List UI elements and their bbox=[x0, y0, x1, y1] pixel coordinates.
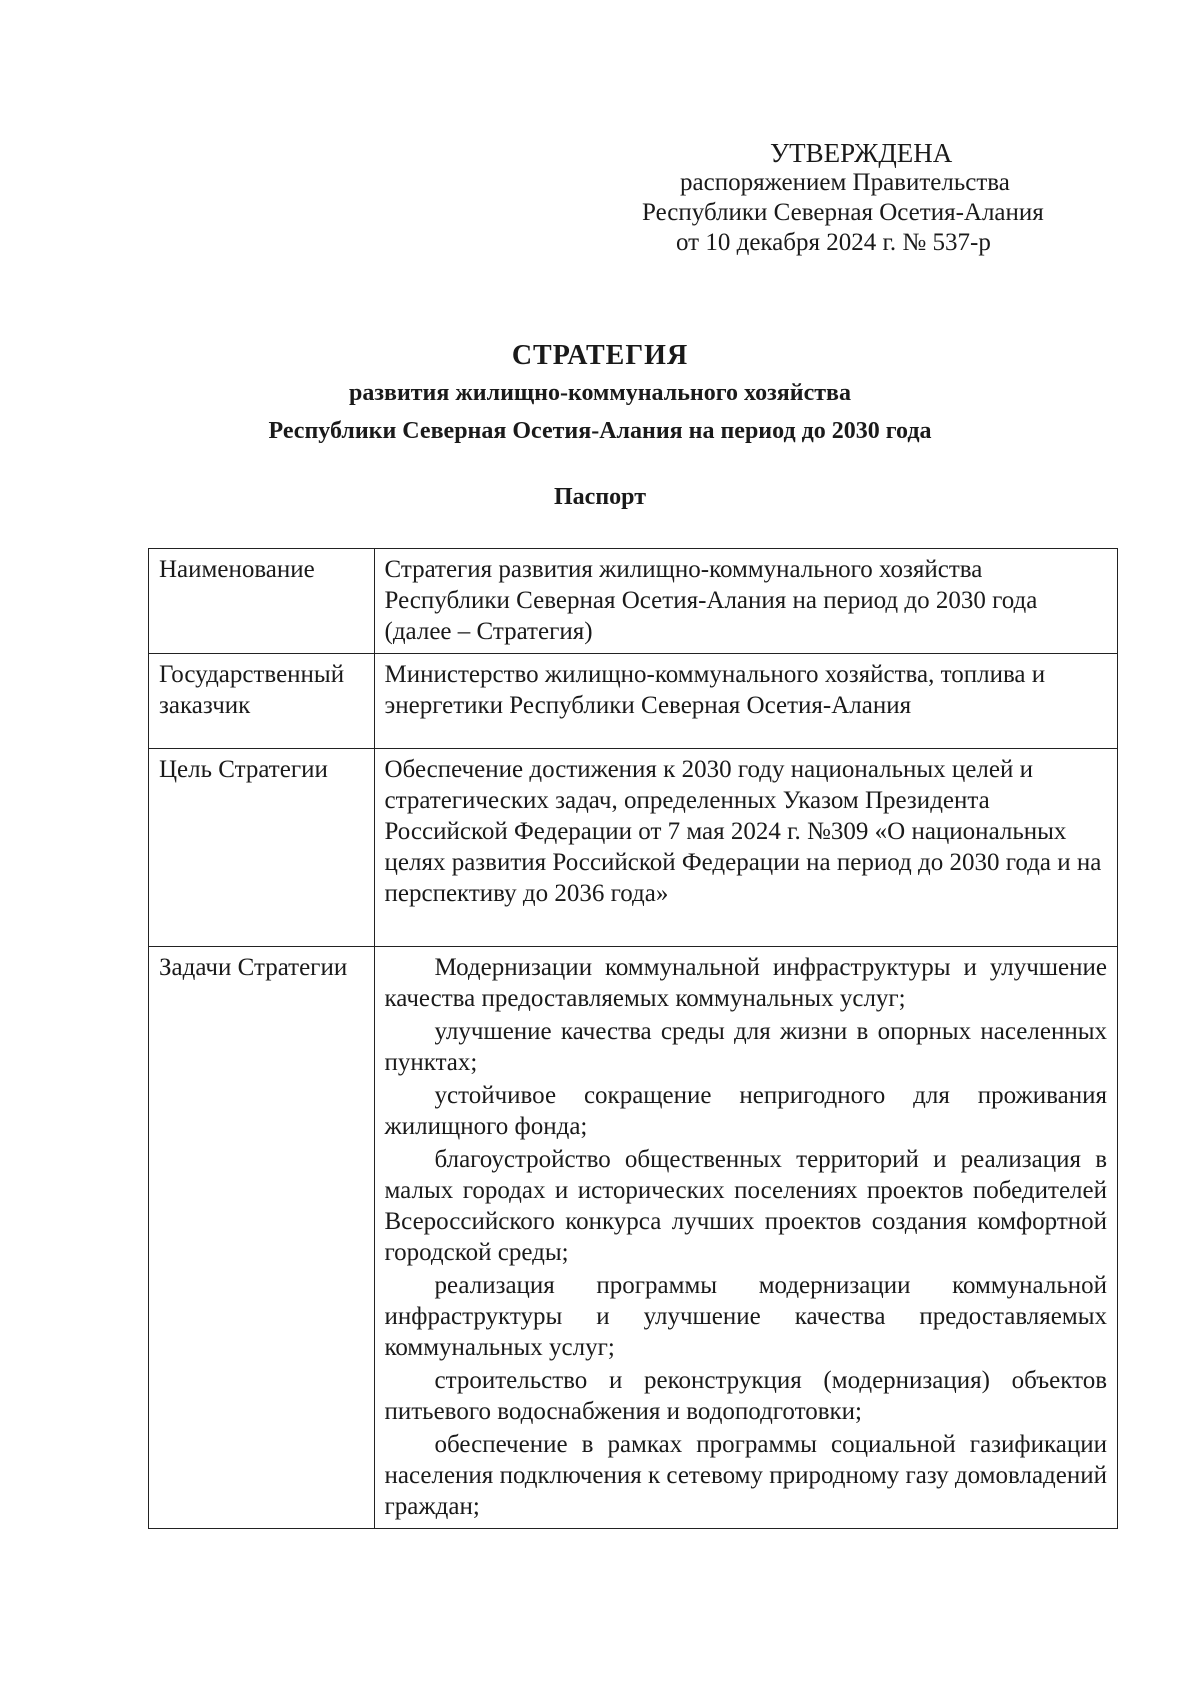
table-row bbox=[149, 749, 1118, 947]
table-row bbox=[149, 549, 1118, 654]
row-label: Цель Стратегии bbox=[149, 749, 375, 947]
tasks-list bbox=[374, 947, 1118, 1529]
document-title: СТРАТЕГИЯ bbox=[511, 340, 689, 371]
row-label: Наименование bbox=[149, 549, 375, 654]
approval-title: УТВЕРЖДЕНА bbox=[770, 138, 953, 168]
document-subtitle-line-1: развития жилищно-коммунального хозяйства bbox=[348, 380, 851, 406]
row-value: Стратегия развития жилищно-коммунального хозяйства Республики Северная Осетия-Алания на период до 2030 года (далее – Стратегия) bbox=[374, 549, 1118, 654]
passport-heading: Паспорт bbox=[554, 484, 646, 510]
task-item: обеспечение в рамках программы социальной газификации населения подключения к сетевому природному газу домовладений граждан; bbox=[384, 1431, 1107, 1520]
document-subtitle-line-2: Республики Северная Осетия-Алания на период до 2030 года bbox=[268, 418, 932, 444]
table-row bbox=[149, 654, 1118, 749]
task-item: улучшение качества среды для жизни в опорных населенных пунктах; bbox=[384, 1018, 1107, 1076]
row-value: Обеспечение достижения к 2030 году национальных целей и стратегических задач, определенных Указом Президента Российской Федерации от 7 мая 2024 г. №309 «О национальных целях развития Российской Федерации на период до 2030 года и на перспективу до 2036 года» bbox=[374, 749, 1118, 947]
row-value: Министерство жилищно-коммунального хозяйства, топлива и энергетики Республики Северная Осетия-Алания bbox=[374, 654, 1118, 749]
table-row bbox=[149, 947, 1118, 1529]
passport-table bbox=[148, 548, 1118, 1529]
approval-line-2: Республики Северная Осетия-Алания bbox=[642, 199, 1044, 226]
task-item: Модернизации коммунальной инфраструктуры и улучшение качества предоставляемых коммунальных услуг; bbox=[384, 954, 1107, 1012]
row-label: Задачи Стратегии bbox=[149, 947, 375, 1529]
task-item: устойчивое сокращение непригодного для проживания жилищного фонда; bbox=[384, 1082, 1107, 1140]
task-item: строительство и реконструкция (модернизация) объектов питьевого водоснабжения и водоподготовки; bbox=[384, 1367, 1107, 1425]
approval-line-3: от 10 декабря 2024 г. № 537-р bbox=[676, 229, 991, 256]
approval-line-1: распоряжением Правительства bbox=[680, 169, 1010, 196]
row-label: Государственный заказчик bbox=[149, 654, 375, 749]
task-item: благоустройство общественных территорий и реализация в малых городах и исторических поселениях проектов победителей Всероссийского конкурса лучших проектов создания комфортной городской среды; bbox=[384, 1146, 1107, 1266]
approval-stamp bbox=[600, 138, 1120, 258]
task-item: реализация программы модернизации коммунальной инфраструктуры и улучшение качества предоставляемых коммунальных услуг; bbox=[384, 1272, 1107, 1361]
